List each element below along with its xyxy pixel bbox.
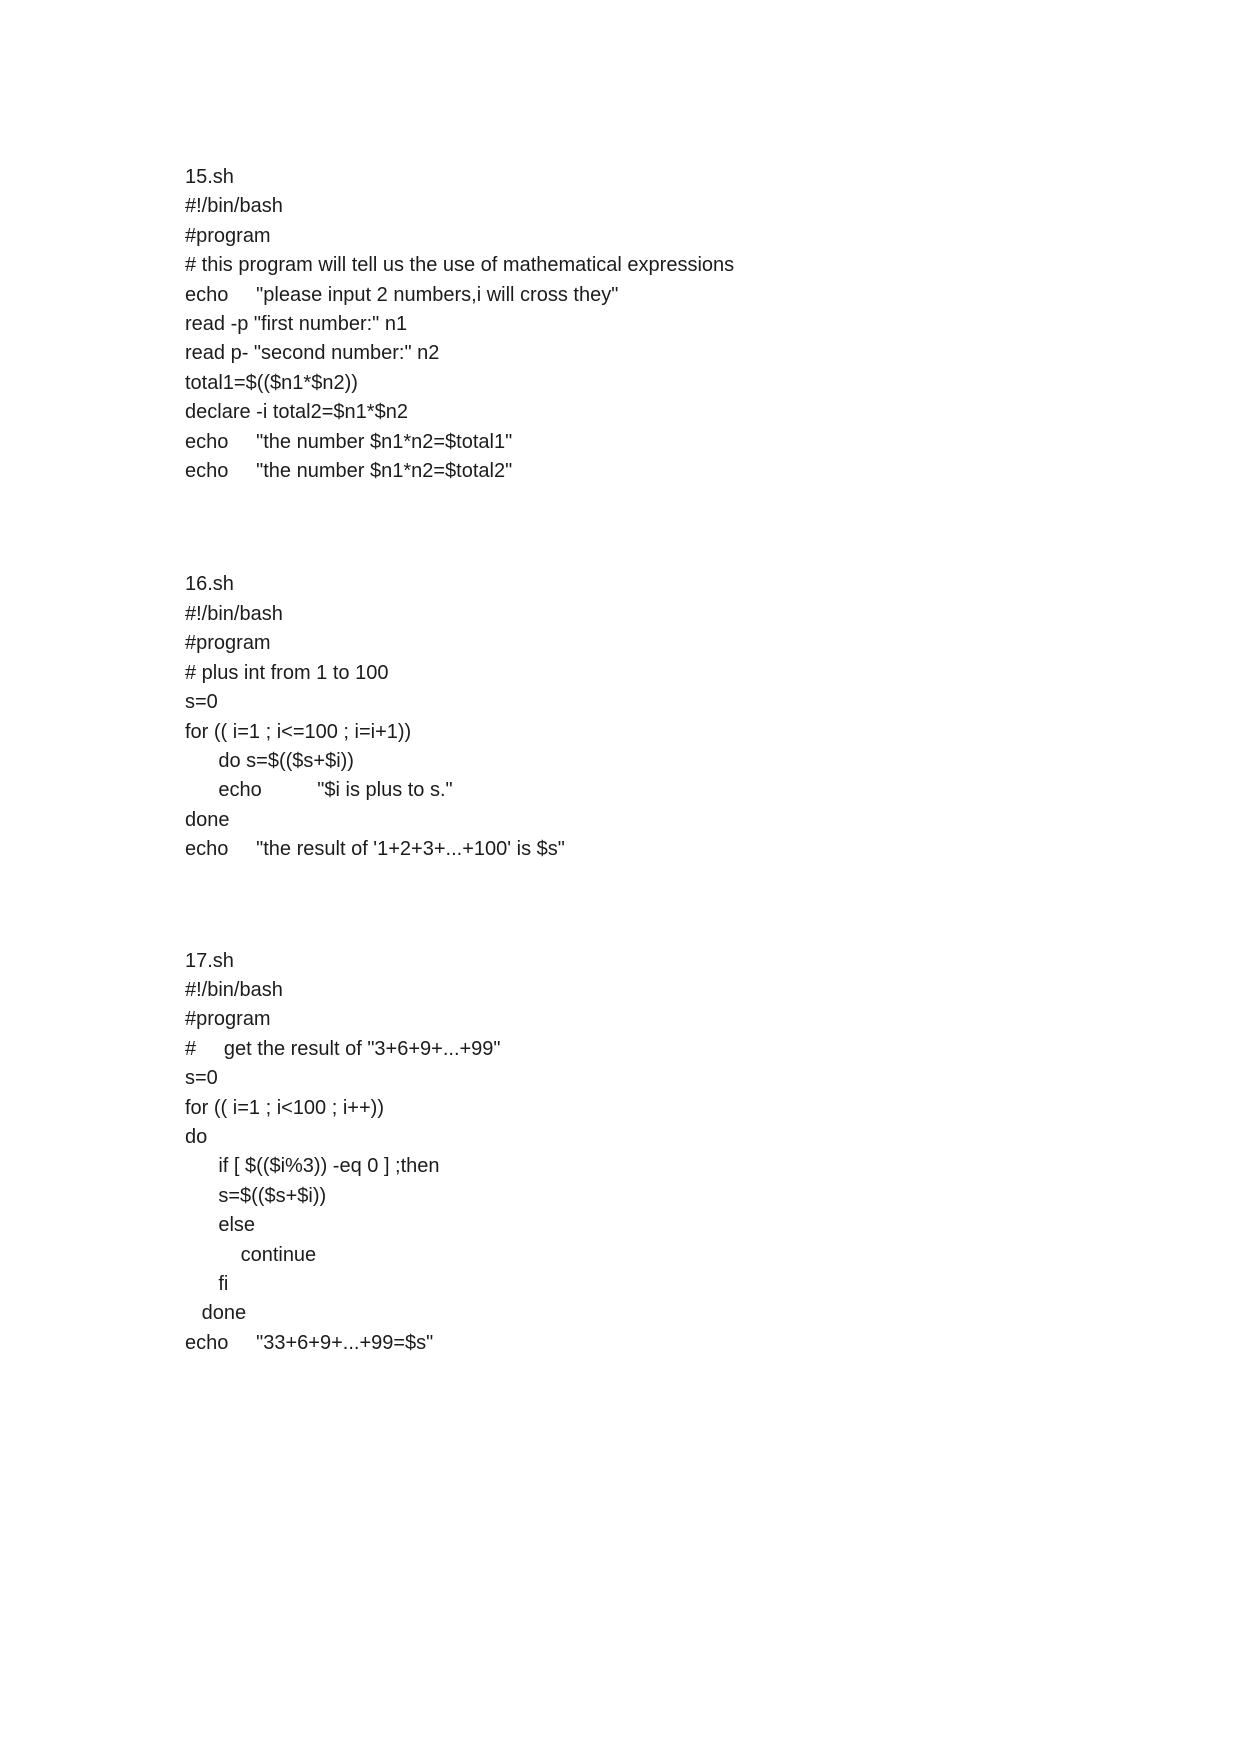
code-line: #program: [185, 1008, 271, 1031]
code-line: echo "the result of '1+2+3+...+100' is $s": [185, 838, 565, 861]
code-line: #program: [185, 632, 271, 655]
code-line: continue: [185, 1243, 317, 1266]
code-line: read -p "first number:" n1: [185, 313, 408, 336]
code-line: declare -i total2=$n1*$n2: [185, 401, 408, 424]
code-line: done: [185, 808, 230, 831]
script-section-15.sh: [185, 163, 1201, 486]
code-line: else: [185, 1214, 256, 1237]
code-line: for (( i=1 ; i<=100 ; i=i+1)): [185, 720, 412, 743]
code-line: s=0: [185, 691, 218, 714]
code-line: do: [185, 1125, 208, 1148]
code-line: total1=$(($n1*$n2)): [185, 371, 358, 394]
code-line: for (( i=1 ; i<100 ; i++)): [185, 1096, 384, 1119]
code-line: if [ $(($i%3)) -eq 0 ] ;then: [185, 1155, 440, 1178]
document-content: [185, 163, 1201, 1358]
code-line: # get the result of "3+6+9+...+99": [185, 1037, 501, 1060]
script-section-16.sh: [185, 570, 1201, 864]
code-line: #!/bin/bash: [185, 978, 283, 1001]
code-line: echo "the number $n1*n2=$total1": [185, 430, 513, 453]
code-line: # this program will tell us the use of mathematical expressions: [185, 254, 735, 277]
code-line: do s=$(($s+$i)): [185, 749, 354, 772]
code-line: fi: [185, 1273, 229, 1295]
code-line: done: [185, 1302, 247, 1325]
code-line: s=0: [185, 1067, 218, 1090]
code-line: read p- "second number:" n2: [185, 342, 440, 365]
code-line: s=$(($s+$i)): [185, 1184, 327, 1207]
code-line: echo "the number $n1*n2=$total2": [185, 460, 513, 483]
script-section-17.sh: [185, 947, 1201, 1359]
code-line: 15.sh: [185, 166, 234, 188]
code-line: #program: [185, 224, 271, 247]
code-line: 17.sh: [185, 949, 234, 972]
code-line: # plus int from 1 to 100: [185, 661, 389, 684]
code-line: echo "$i is plus to s.": [185, 779, 453, 802]
code-line: echo "please input 2 numbers,i will cross they": [185, 283, 619, 306]
code-line: echo "33+6+9+...+99=$s": [185, 1331, 434, 1354]
code-line: #!/bin/bash: [185, 195, 283, 218]
code-line: #!/bin/bash: [185, 602, 283, 625]
code-line: 16.sh: [185, 573, 234, 596]
